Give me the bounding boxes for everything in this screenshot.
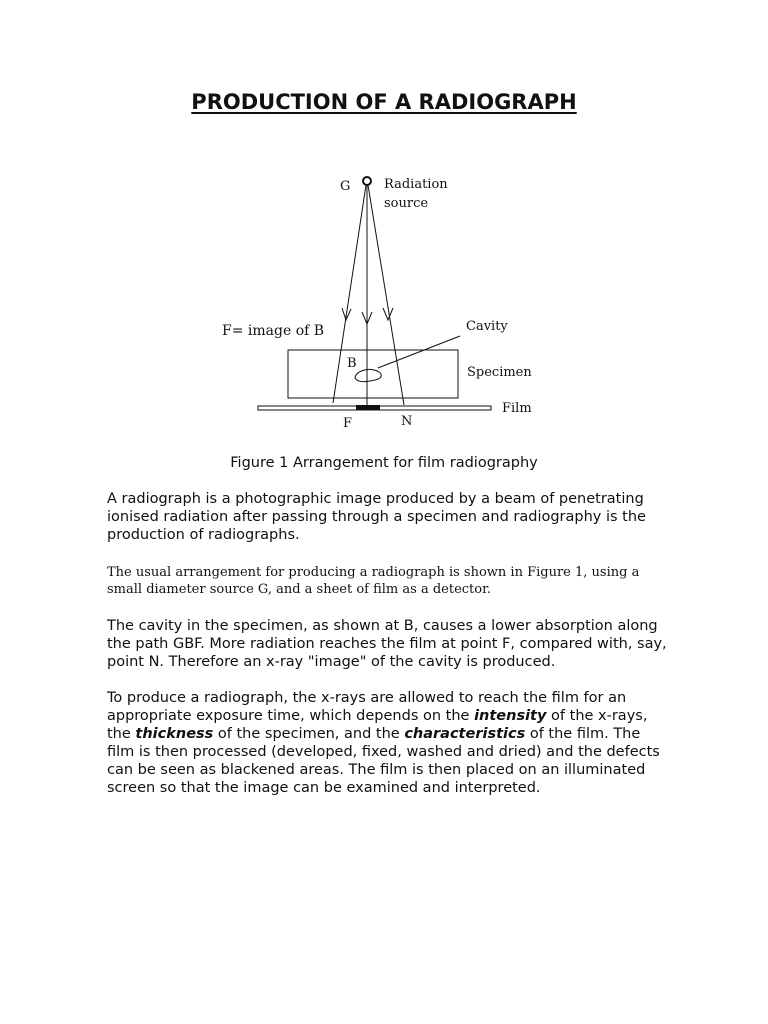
- label-film: Film: [502, 401, 532, 416]
- radiation-source-icon: [363, 177, 371, 185]
- label-specimen: Specimen: [467, 365, 532, 380]
- label-n: N: [401, 414, 413, 429]
- paragraph-definition: A radiograph is a photographic image produced by a beam of penetrating ionised radiation after passing through a specimen and radiography is the production of radiographs.: [107, 491, 646, 543]
- radiography-figure: [0, 160, 768, 440]
- label-source: source: [384, 196, 429, 211]
- radiography-diagram: [0, 160, 768, 440]
- emphasis-intensity: intensity: [474, 708, 547, 724]
- paragraph-exposure-text-1: To produce a radiograph, the x-rays are allowed to reach the film for an appropriate exposure time, which depends on the: [107, 690, 627, 724]
- specimen-box: [288, 350, 458, 398]
- emphasis-thickness: thickness: [135, 726, 214, 742]
- film-image-spot: [356, 405, 380, 410]
- paragraph-exposure-text-2: of the x-rays, the: [107, 708, 648, 742]
- paragraph-exposure-text-4: of the film. The film is then processed (developed, fixed, washed and dried) and the defects can be seen as blackened areas. The film is then placed on an illuminated screen so that the image can be examined and interpreted.: [107, 726, 660, 796]
- label-f: F: [343, 416, 353, 431]
- paragraph-exposure-text-3: of the specimen, and the: [213, 726, 405, 742]
- label-b: B: [347, 356, 357, 371]
- cavity-leader-line: [378, 336, 460, 368]
- label-radiation: Radiation: [384, 177, 448, 192]
- label-cavity: Cavity: [466, 319, 508, 334]
- cavity-shape: [355, 369, 381, 381]
- label-g: G: [340, 179, 351, 194]
- emphasis-characteristics: characteristics: [404, 726, 526, 742]
- page-title: PRODUCTION OF A RADIOGRAPH: [191, 90, 577, 114]
- label-f-image: F= image of B: [222, 323, 325, 339]
- paragraph-exposure: [107, 689, 667, 797]
- paragraph-cavity: The cavity in the specimen, as shown at B, causes a lower absorption along the path GBF. More radiation reaches the film at point F, compared with, say, point N. Therefore an x-ray "image" of the cavity is produced.: [107, 618, 667, 670]
- paragraph-arrangement: The usual arrangement for producing a radiograph is shown in Figure 1, using a small diameter source G, and a sheet of film as a detector.: [107, 565, 640, 597]
- figure-caption: Figure 1 Arrangement for film radiography: [230, 455, 538, 471]
- beam-right: [368, 185, 404, 405]
